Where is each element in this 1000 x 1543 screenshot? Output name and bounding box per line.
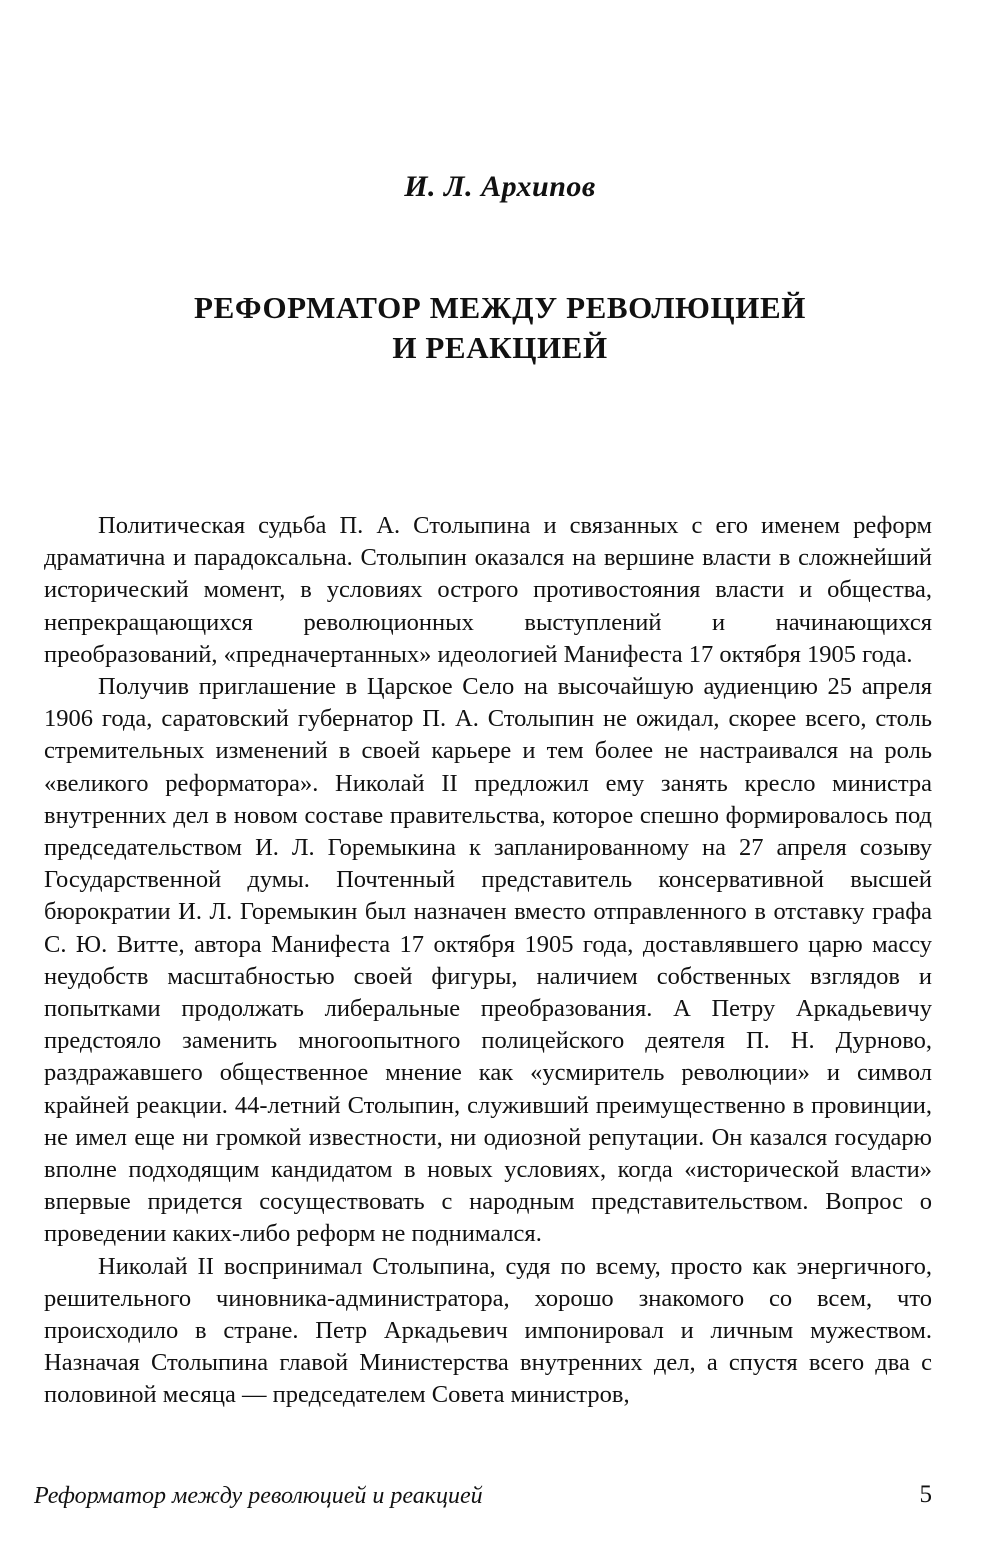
chapter-title-line-1: РЕФОРМАТОР МЕЖДУ РЕВОЛЮЦИЕЙ	[194, 290, 806, 325]
author-name: И. Л. Архипов	[404, 170, 596, 203]
paragraph: Политическая судьба П. А. Столыпина и связанных с его именем реформ драматична и парадоксальна. Столыпин оказался на вершине власти в сложнейший исторический момент, в условиях острого противостояния власти и общества, непрекращающихся революционных выступлений и начинающихся преобразований, «предначертанных» идеологией Манифеста 17 октября 1905 года.	[44, 512, 932, 668]
paragraph: Николай II воспринимал Столыпина, судя по всему, просто как энергичного, решительного чиновника-администратора, хорошо знакомого со всем, что происходило в стране. Петр Аркадьевич импонировал и личным мужеством. Назначая Столыпина главой Министерства внутренних дел, а спустя всего два с половиной месяца — председателем Совета министров,	[44, 1252, 932, 1409]
chapter-title	[100, 288, 900, 368]
chapter-title-line-2: И РЕАКЦИЕЙ	[392, 330, 608, 365]
paragraph: Получив приглашение в Царское Село на высочайшую аудиенцию 25 апреля 1906 года, саратовский губернатор П. А. Столыпин не ожидал, скорее всего, столь стремительных изменений в своей карьере и тем более не настраивался на роль «великого реформатора». Николай II предложил ему занять кресло министра внутренних дел в новом составе правительства, которое спешно формировалось под председательством И. Л. Горемыкина к запланированному на 27 апреля созыву Государственной думы. Почтенный представитель консервативной высшей бюрократии И. Л. Горемыкин был назначен вместо отправленного в отставку графа С. Ю. Витте, автора Манифеста 17 октября 1905 года, доставлявшего царю массу неудобств масштабностью своей фигуры, наличием собственных взглядов и попытками продолжать либеральные преобразования. А Петру Аркадьевичу предстояло заменить многоопытного полицейского деятеля П. Н. Дурново, раздражавшего общественное мнение как «усмиритель революции» и символ крайней реакции. 44-летний Столыпин, служивший преимущественно в провинции, не имел еще ни громкой известности, ни одиозной репутации. Он казался государю вполне подходящим кандидатом в новых условиях, когда «исторической власти» впервые придется сосуществовать с народным представительством. Вопрос о проведении каких-либо реформ не поднимался.	[44, 673, 932, 1248]
page-number: 5	[919, 1481, 932, 1508]
body-text	[44, 510, 932, 1412]
running-footer-title: Реформатор между революцией и реакцией	[34, 1483, 483, 1509]
